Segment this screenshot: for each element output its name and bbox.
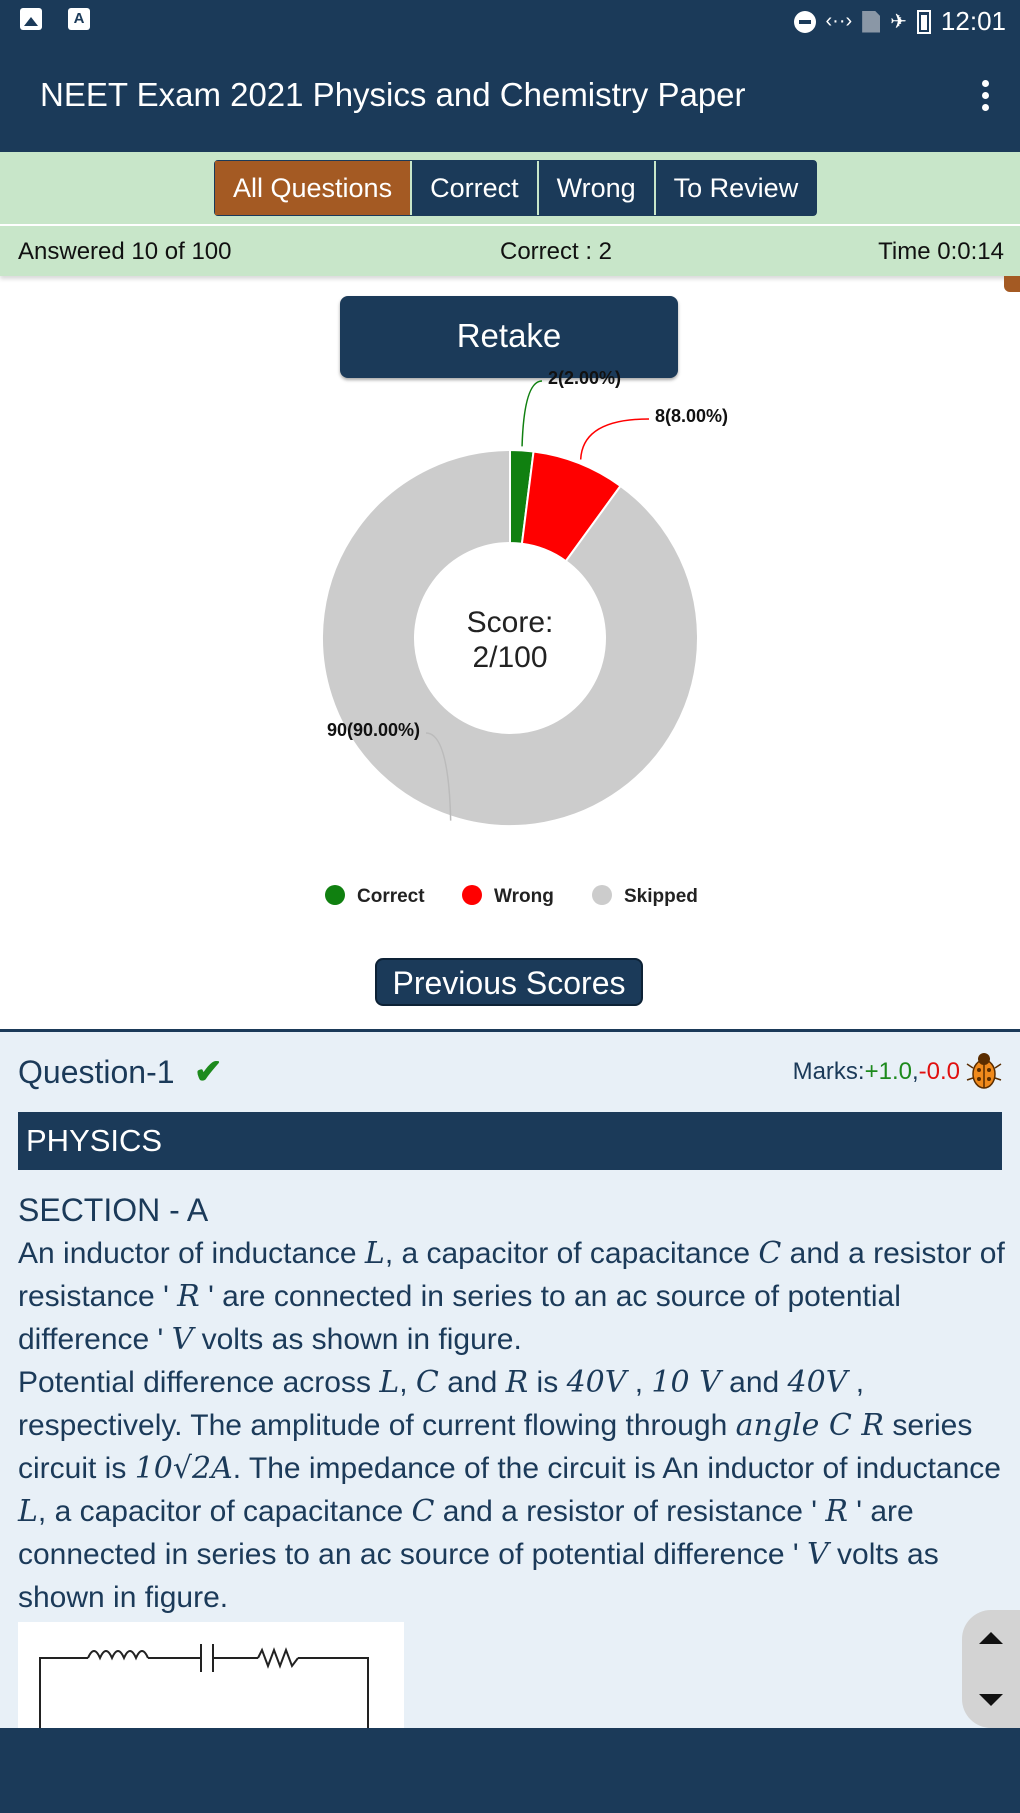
legend-label-wrong: Wrong xyxy=(494,886,554,907)
scroll-control xyxy=(962,1610,1020,1728)
score-label: Score: xyxy=(466,606,554,639)
section-title: SECTION - A xyxy=(18,1192,209,1228)
side-handle[interactable] xyxy=(1004,276,1020,292)
filter-tabs xyxy=(214,160,817,216)
question-text: An inductor of inductance L, a capacitor of capacitance C and a resistor of resistance ' R ' are connected in series to an ac source of potential difference ' V volts as shown in figure. Potential difference across L, C and R is 40V , 10 V and 40V , respectively. The amplitude of current flowing through angle C R series circuit is 10√2A. The impedance of the circuit is An inductor of inductance L, a capacitor of capacitance C and a resistor of resistance ' R ' are connected in series to an ac source of potential difference ' V volts as shown in figure. xyxy=(18,1236,1005,1614)
tab-to-review[interactable]: To Review xyxy=(656,161,817,215)
marks-text: Marks: xyxy=(792,1058,865,1085)
legend-swatch-correct xyxy=(325,885,345,905)
do-not-disturb-icon xyxy=(794,11,816,33)
correct-check-icon: ✔ xyxy=(194,1053,223,1091)
elapsed-time: Time 0:0:14 xyxy=(878,238,1004,265)
tab-all-questions[interactable]: All Questions xyxy=(215,161,412,215)
question-title: Question-1 xyxy=(18,1054,175,1090)
airplane-mode-icon: ✈ xyxy=(890,11,907,33)
data-label-skipped: 90(90.00%) xyxy=(326,720,420,740)
status-bar xyxy=(0,0,1020,40)
report-bug-icon[interactable] xyxy=(966,1050,1002,1090)
tab-wrong[interactable]: Wrong xyxy=(539,161,656,215)
previous-scores-button[interactable]: Previous Scores xyxy=(375,958,643,1006)
marks-minus: -0.0 xyxy=(918,1058,960,1085)
bottom-bar xyxy=(0,1728,1020,1813)
marks-separator: , xyxy=(911,1058,919,1085)
marks-plus: +1.0 xyxy=(864,1058,912,1085)
answered-count: Answered 10 of 100 xyxy=(18,238,232,265)
subject-header: PHYSICS xyxy=(18,1112,1002,1170)
legend-swatch-skipped xyxy=(592,885,612,905)
data-label-correct: 2(2.00%) xyxy=(548,368,622,388)
marks-label xyxy=(793,1058,960,1086)
data-label-wrong: 8(8.00%) xyxy=(655,406,729,426)
no-sim-icon xyxy=(862,11,880,33)
question-card xyxy=(0,1032,1020,1728)
stats-bar xyxy=(0,226,1020,276)
tab-correct[interactable]: Correct xyxy=(412,161,539,215)
status-time: 12:01 xyxy=(940,6,1006,36)
legend-swatch-wrong xyxy=(462,885,482,905)
score-value: 2/100 xyxy=(472,641,548,674)
leader-line-wrong xyxy=(581,419,649,459)
a-notification-icon: A xyxy=(68,8,90,30)
correct-count: Correct : 2 xyxy=(500,238,613,265)
image-notification-icon xyxy=(20,8,42,30)
legend-label-skipped: Skipped xyxy=(624,886,698,907)
leader-line-correct xyxy=(522,381,542,446)
circuit-figure xyxy=(18,1622,404,1742)
more-options-icon[interactable] xyxy=(980,80,990,112)
score-chart xyxy=(0,368,1020,940)
data-saver-icon: ‹··› xyxy=(825,10,853,32)
scroll-down-icon[interactable] xyxy=(979,1694,1003,1706)
app-bar xyxy=(0,40,1020,152)
app-title: NEET Exam 2021 Physics and Chemistry Paper xyxy=(40,76,746,113)
filter-tab-strip xyxy=(0,152,1020,224)
battery-icon xyxy=(917,10,931,34)
scroll-up-icon[interactable] xyxy=(979,1632,1003,1644)
retake-button[interactable]: Retake xyxy=(340,296,678,378)
legend-label-correct: Correct xyxy=(357,886,425,907)
